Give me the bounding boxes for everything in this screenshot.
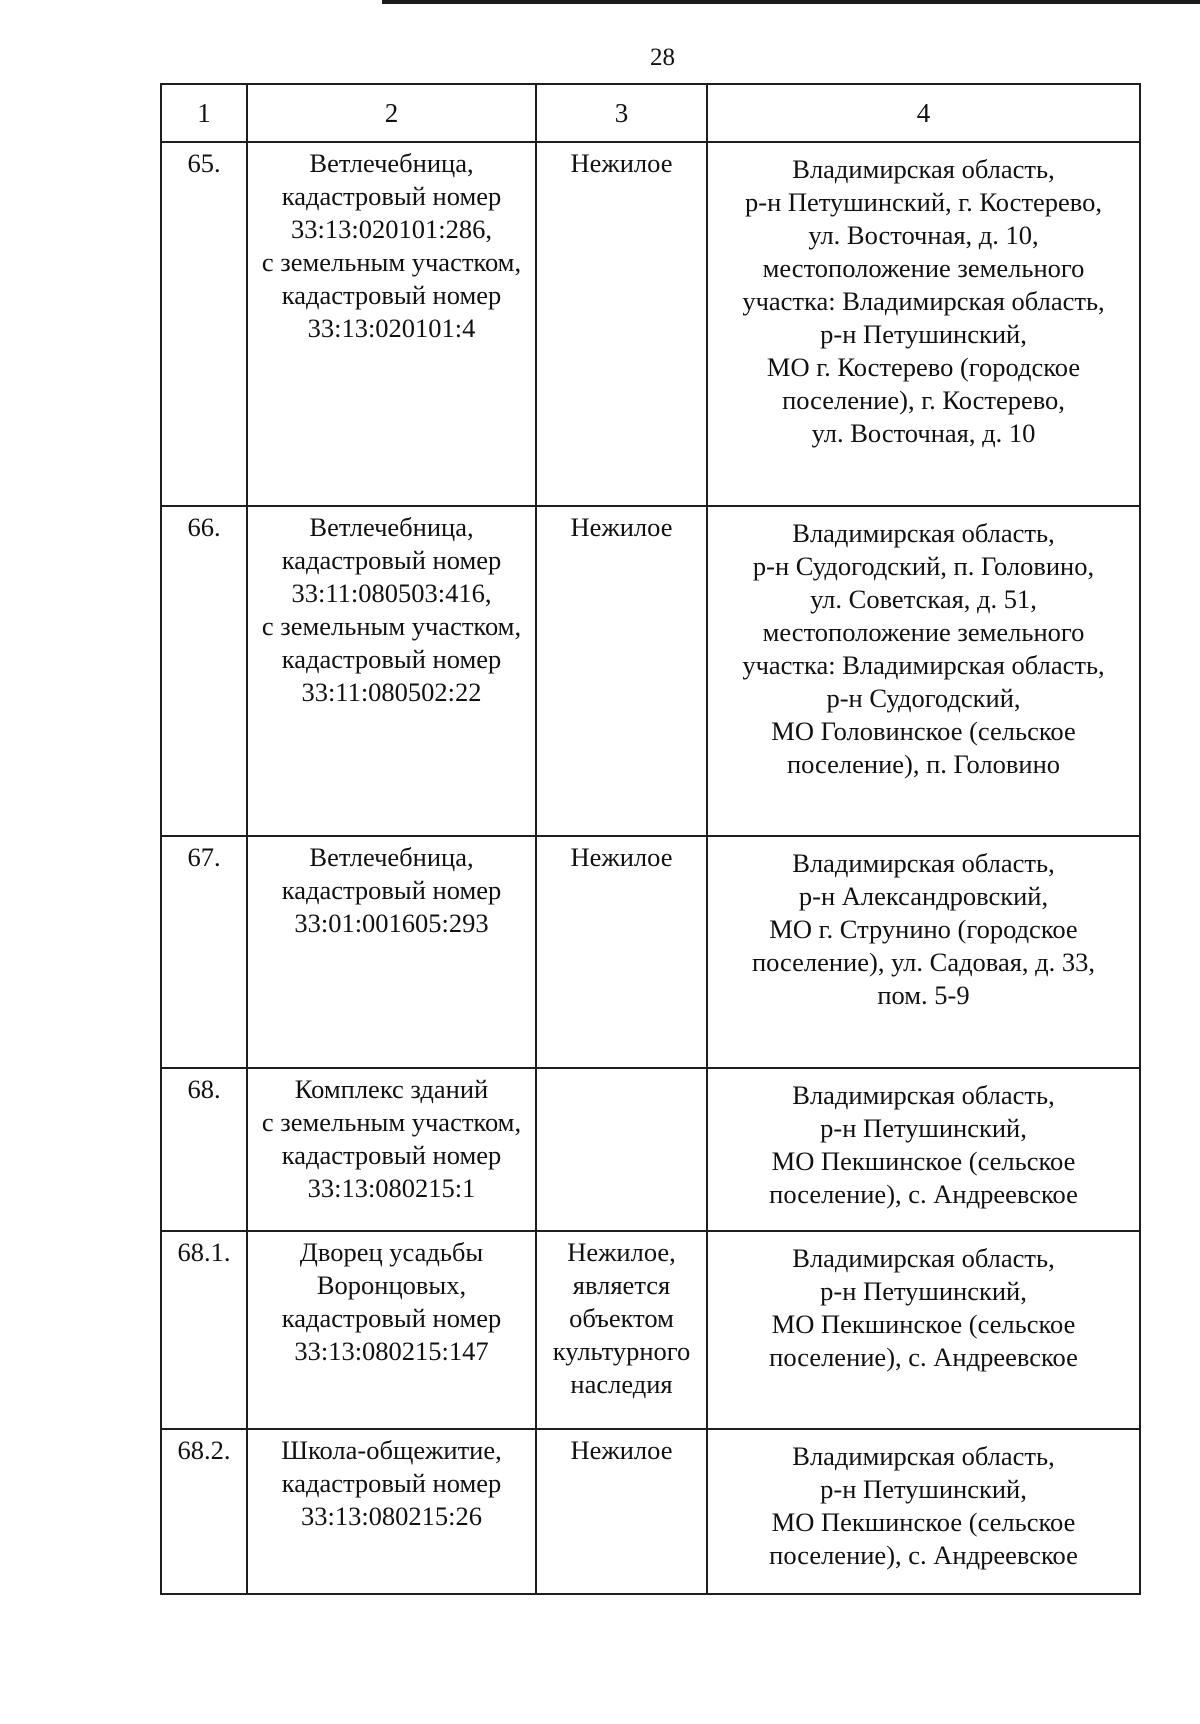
row-number: 67. bbox=[161, 836, 247, 1068]
table-row bbox=[161, 836, 1140, 1068]
object-type: Нежилое, является объектом культурного наследия bbox=[536, 1231, 707, 1429]
object-name: Ветлечебница, кадастровый номер 33:13:020101:286, с земельным участком, кадастровый номер 33:13:020101:4 bbox=[247, 142, 536, 506]
object-address: Владимирская область, р-н Петушинский, г. Костерево, ул. Восточная, д. 10, местоположение земельного участка: Владимирская область, р-н Петушинский, МО г. Костерево (городское поселение), г. Костерево, ул. Восточная, д. 10 bbox=[707, 142, 1140, 506]
top-rule bbox=[382, 0, 1200, 4]
object-name: Ветлечебница, кадастровый номер 33:01:001605:293 bbox=[247, 836, 536, 1068]
header-row bbox=[161, 84, 1140, 142]
object-address: Владимирская область, р-н Судогодский, п. Головино, ул. Советская, д. 51, местоположение земельного участка: Владимирская область, р-н Судогодский, МО Головинское (сельское поселение), п. Головино bbox=[707, 506, 1140, 836]
table-row bbox=[161, 1429, 1140, 1594]
object-type: Нежилое bbox=[536, 142, 707, 506]
column-header-4: 4 bbox=[707, 84, 1140, 142]
page-number: 28 bbox=[650, 44, 675, 71]
column-header-2: 2 bbox=[247, 84, 536, 142]
object-address: Владимирская область, р-н Петушинский, МО Пекшинское (сельское поселение), с. Андреевское bbox=[707, 1231, 1140, 1429]
object-type bbox=[536, 1068, 707, 1231]
object-name: Комплекс зданий с земельным участком, кадастровый номер 33:13:080215:1 bbox=[247, 1068, 536, 1231]
row-number: 66. bbox=[161, 506, 247, 836]
table-row bbox=[161, 506, 1140, 836]
object-address: Владимирская область, р-н Петушинский, МО Пекшинское (сельское поселение), с. Андреевское bbox=[707, 1068, 1140, 1231]
table-row bbox=[161, 142, 1140, 506]
object-type: Нежилое bbox=[536, 1429, 707, 1594]
column-header-1: 1 bbox=[161, 84, 247, 142]
table-row bbox=[161, 1068, 1140, 1231]
row-number: 68.2. bbox=[161, 1429, 247, 1594]
object-name: Дворец усадьбы Воронцовых, кадастровый номер 33:13:080215:147 bbox=[247, 1231, 536, 1429]
table-row bbox=[161, 1231, 1140, 1429]
row-number: 65. bbox=[161, 142, 247, 506]
object-address: Владимирская область, р-н Петушинский, МО Пекшинское (сельское поселение), с. Андреевское bbox=[707, 1429, 1140, 1594]
column-header-3: 3 bbox=[536, 84, 707, 142]
row-number: 68. bbox=[161, 1068, 247, 1231]
object-name: Школа-общежитие, кадастровый номер 33:13:080215:26 bbox=[247, 1429, 536, 1594]
object-type: Нежилое bbox=[536, 836, 707, 1068]
row-number: 68.1. bbox=[161, 1231, 247, 1429]
object-type: Нежилое bbox=[536, 506, 707, 836]
property-table bbox=[160, 83, 1141, 1595]
object-name: Ветлечебница, кадастровый номер 33:11:080503:416, с земельным участком, кадастровый номер 33:11:080502:22 bbox=[247, 506, 536, 836]
object-address: Владимирская область, р-н Александровский, МО г. Струнино (городское поселение), ул. Садовая, д. 33, пом. 5-9 bbox=[707, 836, 1140, 1068]
